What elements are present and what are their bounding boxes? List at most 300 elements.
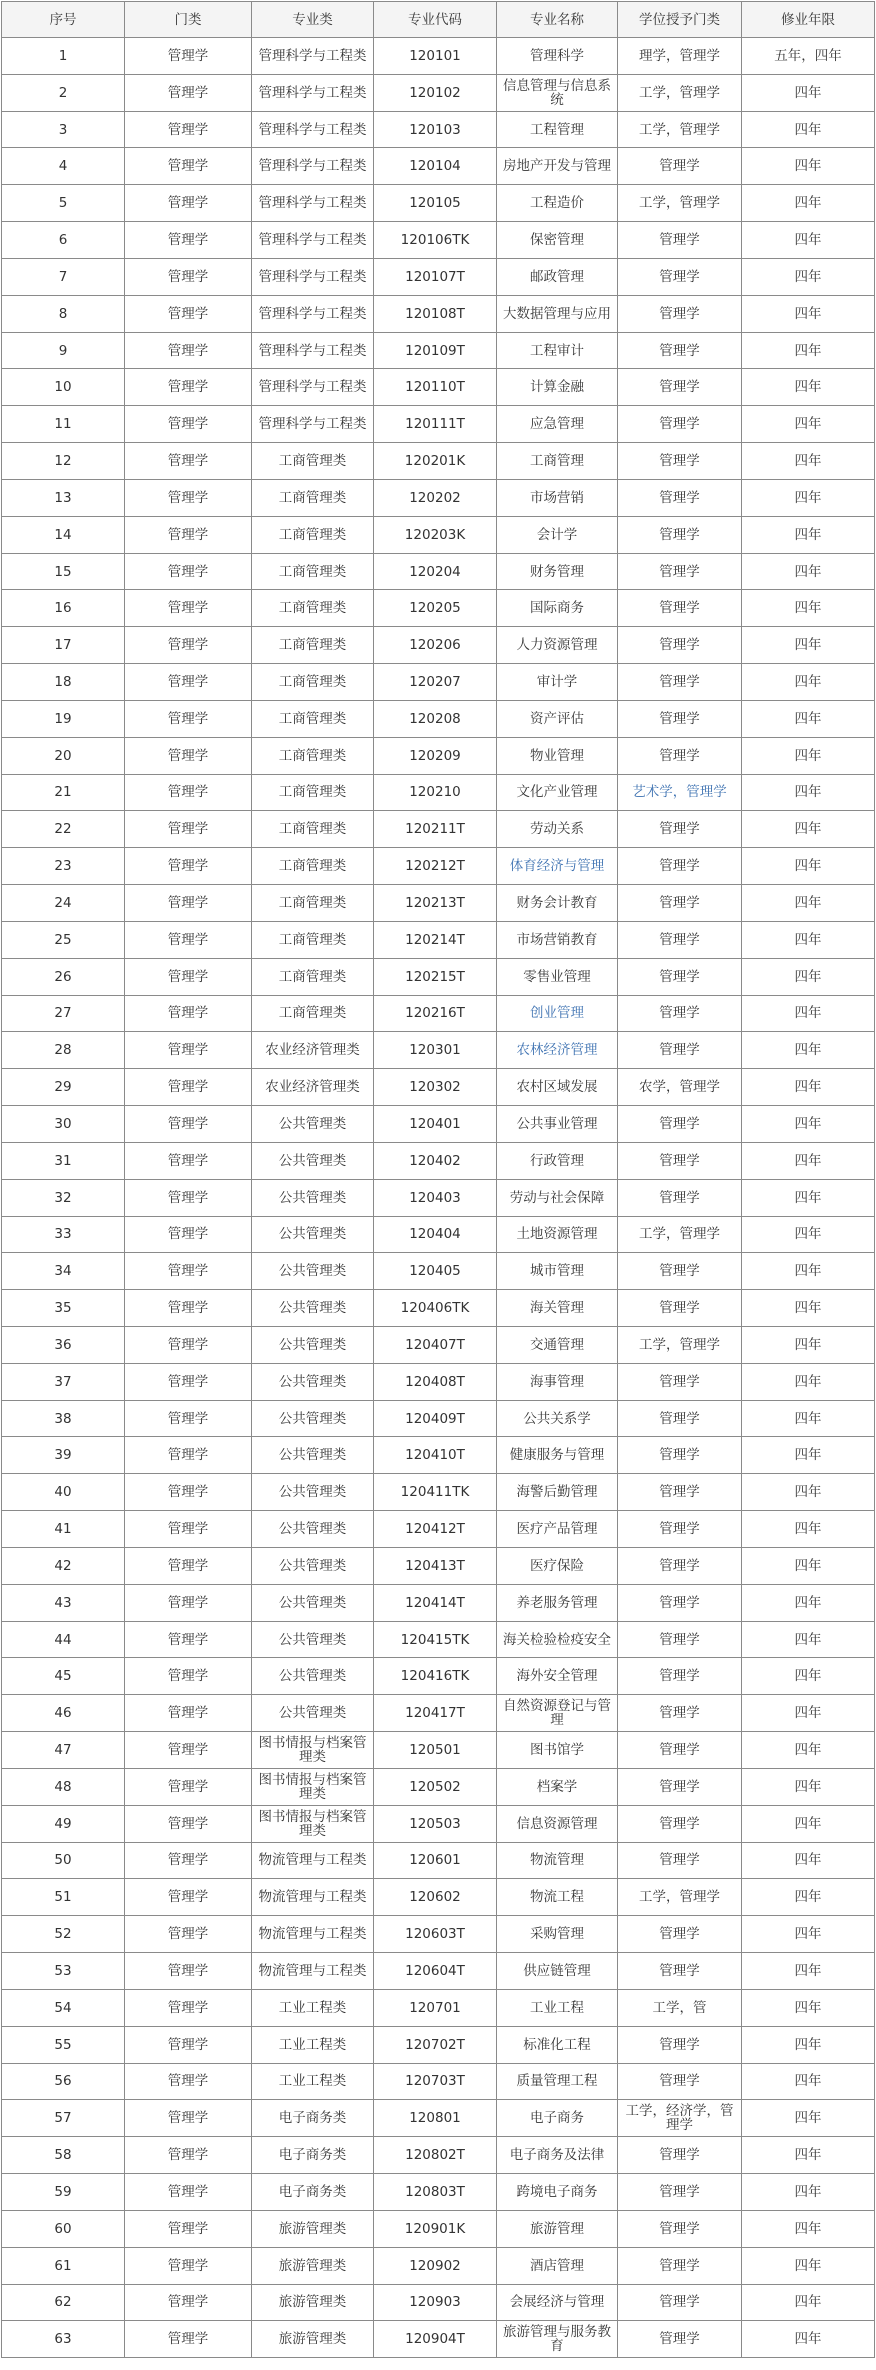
cell-duration: 四年: [742, 1142, 875, 1179]
cell-category: 管理学: [125, 369, 252, 406]
table-row: [2, 516, 875, 553]
cell-category: 管理学: [125, 2100, 252, 2137]
cell-major-code: 120601: [374, 1842, 497, 1879]
cell-index: 28: [2, 1032, 125, 1069]
table-row: [2, 1179, 875, 1216]
cell-major-class: 公共管理类: [252, 1216, 374, 1253]
cell-category: 管理学: [125, 1879, 252, 1916]
cell-major-code: 120414T: [374, 1584, 497, 1621]
cell-major-class: 公共管理类: [252, 1142, 374, 1179]
cell-major-class: 公共管理类: [252, 1179, 374, 1216]
cell-major-name: 公共事业管理: [497, 1106, 618, 1143]
cell-major-name: 物流管理: [497, 1842, 618, 1879]
cell-major-code: 120404: [374, 1216, 497, 1253]
cell-major-class: 工商管理类: [252, 664, 374, 701]
header-major-name: 专业名称: [497, 2, 618, 38]
table-row: [2, 74, 875, 111]
cell-major-class: 旅游管理类: [252, 2247, 374, 2284]
cell-index: 36: [2, 1326, 125, 1363]
cell-category: 管理学: [125, 222, 252, 259]
cell-degree: 管理学: [618, 258, 742, 295]
table-row: [2, 2026, 875, 2063]
cell-index: 35: [2, 1290, 125, 1327]
cell-degree: 管理学: [618, 369, 742, 406]
cell-major-class: 管理科学与工程类: [252, 111, 374, 148]
cell-major-class: 农业经济管理类: [252, 1032, 374, 1069]
cell-index: 1: [2, 38, 125, 75]
cell-duration: 四年: [742, 848, 875, 885]
cell-duration: 四年: [742, 1842, 875, 1879]
cell-degree: 农学，管理学: [618, 1069, 742, 1106]
cell-major-name: 自然资源登记与管理: [497, 1695, 618, 1732]
cell-duration: 四年: [742, 1989, 875, 2026]
cell-category: 管理学: [125, 1142, 252, 1179]
cell-major-code: 120104: [374, 148, 497, 185]
cell-category: 管理学: [125, 185, 252, 222]
cell-major-code: 120402: [374, 1142, 497, 1179]
cell-major-code: 120410T: [374, 1437, 497, 1474]
cell-index: 50: [2, 1842, 125, 1879]
cell-index: 41: [2, 1511, 125, 1548]
cell-major-name: 医疗产品管理: [497, 1511, 618, 1548]
cell-degree: 管理学: [618, 995, 742, 1032]
cell-index: 47: [2, 1732, 125, 1769]
table-row: [2, 774, 875, 811]
table-row: [2, 1547, 875, 1584]
cell-index: 39: [2, 1437, 125, 1474]
cell-degree: 管理学: [618, 885, 742, 922]
cell-degree: 工学，管理学: [618, 1216, 742, 1253]
cell-index: 44: [2, 1621, 125, 1658]
cell-major-class: 管理科学与工程类: [252, 258, 374, 295]
cell-major-code: 120408T: [374, 1363, 497, 1400]
table-row: [2, 627, 875, 664]
cell-index: 60: [2, 2210, 125, 2247]
cell-major-class: 工商管理类: [252, 627, 374, 664]
cell-duration: 四年: [742, 1474, 875, 1511]
table-row: [2, 2284, 875, 2321]
cell-duration: 四年: [742, 1069, 875, 1106]
cell-duration: 四年: [742, 332, 875, 369]
cell-major-class: 工商管理类: [252, 737, 374, 774]
cell-category: 管理学: [125, 1326, 252, 1363]
cell-duration: 四年: [742, 111, 875, 148]
cell-category: 管理学: [125, 516, 252, 553]
cell-major-name: 计算金融: [497, 369, 618, 406]
cell-index: 11: [2, 406, 125, 443]
cell-category: 管理学: [125, 1363, 252, 1400]
cell-index: 37: [2, 1363, 125, 1400]
cell-category: 管理学: [125, 1916, 252, 1953]
cell-degree: 管理学: [618, 921, 742, 958]
cell-major-code: 120106TK: [374, 222, 497, 259]
cell-degree: 管理学: [618, 2026, 742, 2063]
table-row: [2, 1106, 875, 1143]
cell-major-class: 旅游管理类: [252, 2210, 374, 2247]
cell-major-name: 工程审计: [497, 332, 618, 369]
cell-major-code: 120901K: [374, 2210, 497, 2247]
table-row: [2, 1474, 875, 1511]
cell-index: 59: [2, 2174, 125, 2211]
cell-duration: 四年: [742, 2137, 875, 2174]
cell-degree: 管理学: [618, 737, 742, 774]
table-row: [2, 1032, 875, 1069]
cell-index: 30: [2, 1106, 125, 1143]
cell-major-code: 120107T: [374, 258, 497, 295]
cell-category: 管理学: [125, 995, 252, 1032]
cell-duration: 四年: [742, 1511, 875, 1548]
cell-index: 32: [2, 1179, 125, 1216]
cell-major-class: 公共管理类: [252, 1363, 374, 1400]
cell-major-code: 120203K: [374, 516, 497, 553]
cell-major-class: 图书情报与档案管理类: [252, 1732, 374, 1769]
cell-major-class: 公共管理类: [252, 1695, 374, 1732]
cell-duration: 四年: [742, 1805, 875, 1842]
cell-major-name: 工程造价: [497, 185, 618, 222]
cell-category: 管理学: [125, 2026, 252, 2063]
cell-degree: 工学，经济学，管理学: [618, 2100, 742, 2137]
cell-index: 34: [2, 1253, 125, 1290]
cell-index: 26: [2, 958, 125, 995]
cell-major-code: 120201K: [374, 443, 497, 480]
cell-category: 管理学: [125, 1805, 252, 1842]
cell-major-class: 工商管理类: [252, 921, 374, 958]
cell-category: 管理学: [125, 1695, 252, 1732]
cell-major-class: 公共管理类: [252, 1326, 374, 1363]
cell-category: 管理学: [125, 406, 252, 443]
cell-major-code: 120501: [374, 1732, 497, 1769]
cell-major-class: 工商管理类: [252, 516, 374, 553]
cell-category: 管理学: [125, 774, 252, 811]
table-row: [2, 848, 875, 885]
cell-degree: 管理学: [618, 332, 742, 369]
cell-major-name: 采购管理: [497, 1916, 618, 1953]
table-row: [2, 1511, 875, 1548]
cell-category: 管理学: [125, 258, 252, 295]
cell-duration: 四年: [742, 664, 875, 701]
table-row: [2, 369, 875, 406]
cell-duration: 四年: [742, 1953, 875, 1990]
cell-degree: 管理学: [618, 958, 742, 995]
table-row: [2, 1326, 875, 1363]
table-row: [2, 2063, 875, 2100]
cell-index: 61: [2, 2247, 125, 2284]
cell-major-class: 管理科学与工程类: [252, 295, 374, 332]
cell-category: 管理学: [125, 1437, 252, 1474]
cell-major-name: 质量管理工程: [497, 2063, 618, 2100]
cell-major-name[interactable]: 体育经济与管理: [497, 848, 618, 885]
cell-index: 8: [2, 295, 125, 332]
cell-degree: 工学，管理学: [618, 111, 742, 148]
cell-major-code: 120701: [374, 1989, 497, 2026]
cell-category: 管理学: [125, 1658, 252, 1695]
cell-major-code: 120602: [374, 1879, 497, 1916]
cell-index: 10: [2, 369, 125, 406]
cell-degree: 管理学: [618, 1621, 742, 1658]
table-row: [2, 443, 875, 480]
cell-duration: 四年: [742, 1363, 875, 1400]
cell-category: 管理学: [125, 921, 252, 958]
header-major-class: 专业类: [252, 2, 374, 38]
cell-category: 管理学: [125, 885, 252, 922]
cell-major-code: 120205: [374, 590, 497, 627]
cell-category: 管理学: [125, 664, 252, 701]
cell-major-class: 工商管理类: [252, 995, 374, 1032]
cell-major-name: 保密管理: [497, 222, 618, 259]
cell-major-name[interactable]: 农林经济管理: [497, 1032, 618, 1069]
cell-major-name: 行政管理: [497, 1142, 618, 1179]
table-row: [2, 1363, 875, 1400]
table-row: [2, 1253, 875, 1290]
cell-major-name: 工业工程: [497, 1989, 618, 2026]
cell-duration: 四年: [742, 185, 875, 222]
cell-category: 管理学: [125, 1069, 252, 1106]
cell-degree: 理学，管理学: [618, 38, 742, 75]
cell-duration: 四年: [742, 737, 875, 774]
cell-major-name: 健康服务与管理: [497, 1437, 618, 1474]
cell-major-class: 工商管理类: [252, 479, 374, 516]
cell-index: 45: [2, 1658, 125, 1695]
cell-major-code: 120208: [374, 700, 497, 737]
cell-category: 管理学: [125, 2284, 252, 2321]
cell-index: 24: [2, 885, 125, 922]
cell-major-name: 旅游管理: [497, 2210, 618, 2247]
cell-duration: 四年: [742, 1326, 875, 1363]
cell-duration: 四年: [742, 2247, 875, 2284]
cell-major-class: 管理科学与工程类: [252, 369, 374, 406]
cell-major-name: 资产评估: [497, 700, 618, 737]
cell-major-name: 劳动关系: [497, 811, 618, 848]
cell-index: 57: [2, 2100, 125, 2137]
table-row: [2, 258, 875, 295]
cell-major-class: 工商管理类: [252, 443, 374, 480]
cell-major-class: 工商管理类: [252, 590, 374, 627]
table-row: [2, 295, 875, 332]
cell-major-code: 120412T: [374, 1511, 497, 1548]
cell-duration: 四年: [742, 885, 875, 922]
cell-index: 16: [2, 590, 125, 627]
cell-category: 管理学: [125, 1400, 252, 1437]
cell-degree: 工学，管: [618, 1989, 742, 2026]
cell-degree: 管理学: [618, 1953, 742, 1990]
cell-major-class: 旅游管理类: [252, 2321, 374, 2358]
cell-index: 12: [2, 443, 125, 480]
cell-duration: 四年: [742, 443, 875, 480]
cell-degree: 管理学: [618, 2174, 742, 2211]
table-row: [2, 811, 875, 848]
cell-degree: 工学，管理学: [618, 1879, 742, 1916]
cell-major-class: 物流管理与工程类: [252, 1842, 374, 1879]
cell-duration: 四年: [742, 2284, 875, 2321]
cell-duration: 四年: [742, 1290, 875, 1327]
cell-major-class: 公共管理类: [252, 1253, 374, 1290]
table-row: [2, 1216, 875, 1253]
cell-major-name: 医疗保险: [497, 1547, 618, 1584]
cell-duration: 四年: [742, 1768, 875, 1805]
cell-category: 管理学: [125, 1032, 252, 1069]
cell-degree: 管理学: [618, 1695, 742, 1732]
cell-duration: 四年: [742, 1732, 875, 1769]
cell-major-code: 120403: [374, 1179, 497, 1216]
cell-index: 55: [2, 2026, 125, 2063]
cell-degree: 管理学: [618, 811, 742, 848]
cell-category: 管理学: [125, 443, 252, 480]
cell-duration: 四年: [742, 1032, 875, 1069]
cell-major-class: 管理科学与工程类: [252, 148, 374, 185]
cell-major-code: 120801: [374, 2100, 497, 2137]
cell-index: 17: [2, 627, 125, 664]
cell-major-code: 120415TK: [374, 1621, 497, 1658]
cell-index: 49: [2, 1805, 125, 1842]
cell-index: 13: [2, 479, 125, 516]
cell-major-name: 城市管理: [497, 1253, 618, 1290]
cell-duration: 四年: [742, 1879, 875, 1916]
cell-duration: 四年: [742, 1916, 875, 1953]
cell-major-code: 120407T: [374, 1326, 497, 1363]
cell-major-class: 工商管理类: [252, 848, 374, 885]
cell-index: 54: [2, 1989, 125, 2026]
table-row: [2, 1621, 875, 1658]
cell-category: 管理学: [125, 2063, 252, 2100]
cell-major-name: 物流工程: [497, 1879, 618, 1916]
table-row: [2, 1658, 875, 1695]
cell-major-class: 管理科学与工程类: [252, 38, 374, 75]
cell-major-class: 工商管理类: [252, 885, 374, 922]
cell-category: 管理学: [125, 1621, 252, 1658]
cell-major-class: 公共管理类: [252, 1621, 374, 1658]
cell-major-name: 电子商务及法律: [497, 2137, 618, 2174]
cell-category: 管理学: [125, 295, 252, 332]
cell-degree: 管理学: [618, 1437, 742, 1474]
cell-major-code: 120207: [374, 664, 497, 701]
cell-category: 管理学: [125, 1179, 252, 1216]
cell-major-code: 120204: [374, 553, 497, 590]
cell-index: 42: [2, 1547, 125, 1584]
cell-major-class: 公共管理类: [252, 1474, 374, 1511]
table-row: [2, 885, 875, 922]
table-row: [2, 2174, 875, 2211]
table-header-row: [2, 2, 875, 38]
cell-category: 管理学: [125, 111, 252, 148]
cell-duration: 四年: [742, 1584, 875, 1621]
cell-major-name: 工程管理: [497, 111, 618, 148]
cell-major-class: 工商管理类: [252, 774, 374, 811]
cell-major-name: 管理科学: [497, 38, 618, 75]
cell-degree: 管理学: [618, 148, 742, 185]
cell-major-code: 120209: [374, 737, 497, 774]
cell-duration: 四年: [742, 2063, 875, 2100]
cell-duration: 四年: [742, 553, 875, 590]
cell-degree: 管理学: [618, 2137, 742, 2174]
cell-duration: 四年: [742, 479, 875, 516]
cell-degree: 管理学: [618, 1916, 742, 1953]
cell-major-name: 财务会计教育: [497, 885, 618, 922]
cell-index: 21: [2, 774, 125, 811]
table-row: [2, 1437, 875, 1474]
cell-index: 33: [2, 1216, 125, 1253]
table-row: [2, 2247, 875, 2284]
table-row: [2, 1916, 875, 1953]
cell-degree: 管理学: [618, 553, 742, 590]
cell-degree: 管理学: [618, 1547, 742, 1584]
cell-category: 管理学: [125, 2247, 252, 2284]
cell-degree: 管理学: [618, 700, 742, 737]
cell-major-name[interactable]: 创业管理: [497, 995, 618, 1032]
cell-index: 22: [2, 811, 125, 848]
cell-degree: 管理学: [618, 2063, 742, 2100]
cell-major-class: 公共管理类: [252, 1290, 374, 1327]
cell-major-code: 120210: [374, 774, 497, 811]
cell-major-code: 120703T: [374, 2063, 497, 2100]
cell-major-code: 120902: [374, 2247, 497, 2284]
cell-major-code: 120702T: [374, 2026, 497, 2063]
cell-duration: 四年: [742, 2174, 875, 2211]
cell-degree: 工学，管理学: [618, 74, 742, 111]
cell-major-code: 120202: [374, 479, 497, 516]
table-row: [2, 1584, 875, 1621]
cell-degree: 管理学: [618, 1253, 742, 1290]
cell-major-class: 管理科学与工程类: [252, 74, 374, 111]
cell-major-name: 供应链管理: [497, 1953, 618, 1990]
cell-major-name: 物业管理: [497, 737, 618, 774]
cell-major-code: 120406TK: [374, 1290, 497, 1327]
cell-major-code: 120212T: [374, 848, 497, 885]
cell-category: 管理学: [125, 1732, 252, 1769]
cell-duration: 四年: [742, 700, 875, 737]
cell-degree: 管理学: [618, 664, 742, 701]
cell-category: 管理学: [125, 74, 252, 111]
cell-index: 9: [2, 332, 125, 369]
cell-degree: 管理学: [618, 590, 742, 627]
table-row: [2, 185, 875, 222]
cell-major-name: 海外安全管理: [497, 1658, 618, 1695]
cell-duration: 四年: [742, 1437, 875, 1474]
header-category: 门类: [125, 2, 252, 38]
cell-major-code: 120401: [374, 1106, 497, 1143]
cell-category: 管理学: [125, 38, 252, 75]
cell-duration: 四年: [742, 774, 875, 811]
cell-degree[interactable]: 艺术学，管理学: [618, 774, 742, 811]
cell-category: 管理学: [125, 700, 252, 737]
cell-duration: 四年: [742, 1621, 875, 1658]
cell-duration: 四年: [742, 369, 875, 406]
cell-duration: 四年: [742, 148, 875, 185]
cell-category: 管理学: [125, 2137, 252, 2174]
cell-major-class: 物流管理与工程类: [252, 1953, 374, 1990]
cell-category: 管理学: [125, 1989, 252, 2026]
cell-major-name: 零售业管理: [497, 958, 618, 995]
cell-major-code: 120409T: [374, 1400, 497, 1437]
cell-index: 58: [2, 2137, 125, 2174]
cell-major-class: 图书情报与档案管理类: [252, 1768, 374, 1805]
cell-degree: 管理学: [618, 2284, 742, 2321]
table-row: [2, 958, 875, 995]
cell-duration: 四年: [742, 1695, 875, 1732]
cell-category: 管理学: [125, 1216, 252, 1253]
cell-major-code: 120413T: [374, 1547, 497, 1584]
cell-category: 管理学: [125, 2321, 252, 2358]
cell-major-class: 公共管理类: [252, 1106, 374, 1143]
cell-major-code: 120213T: [374, 885, 497, 922]
cell-degree: 管理学: [618, 443, 742, 480]
cell-degree: 管理学: [618, 1179, 742, 1216]
cell-degree: 管理学: [618, 406, 742, 443]
cell-major-class: 电子商务类: [252, 2137, 374, 2174]
cell-major-class: 农业经济管理类: [252, 1069, 374, 1106]
cell-duration: 四年: [742, 921, 875, 958]
majors-table: [1, 1, 875, 2358]
cell-major-code: 120503: [374, 1805, 497, 1842]
